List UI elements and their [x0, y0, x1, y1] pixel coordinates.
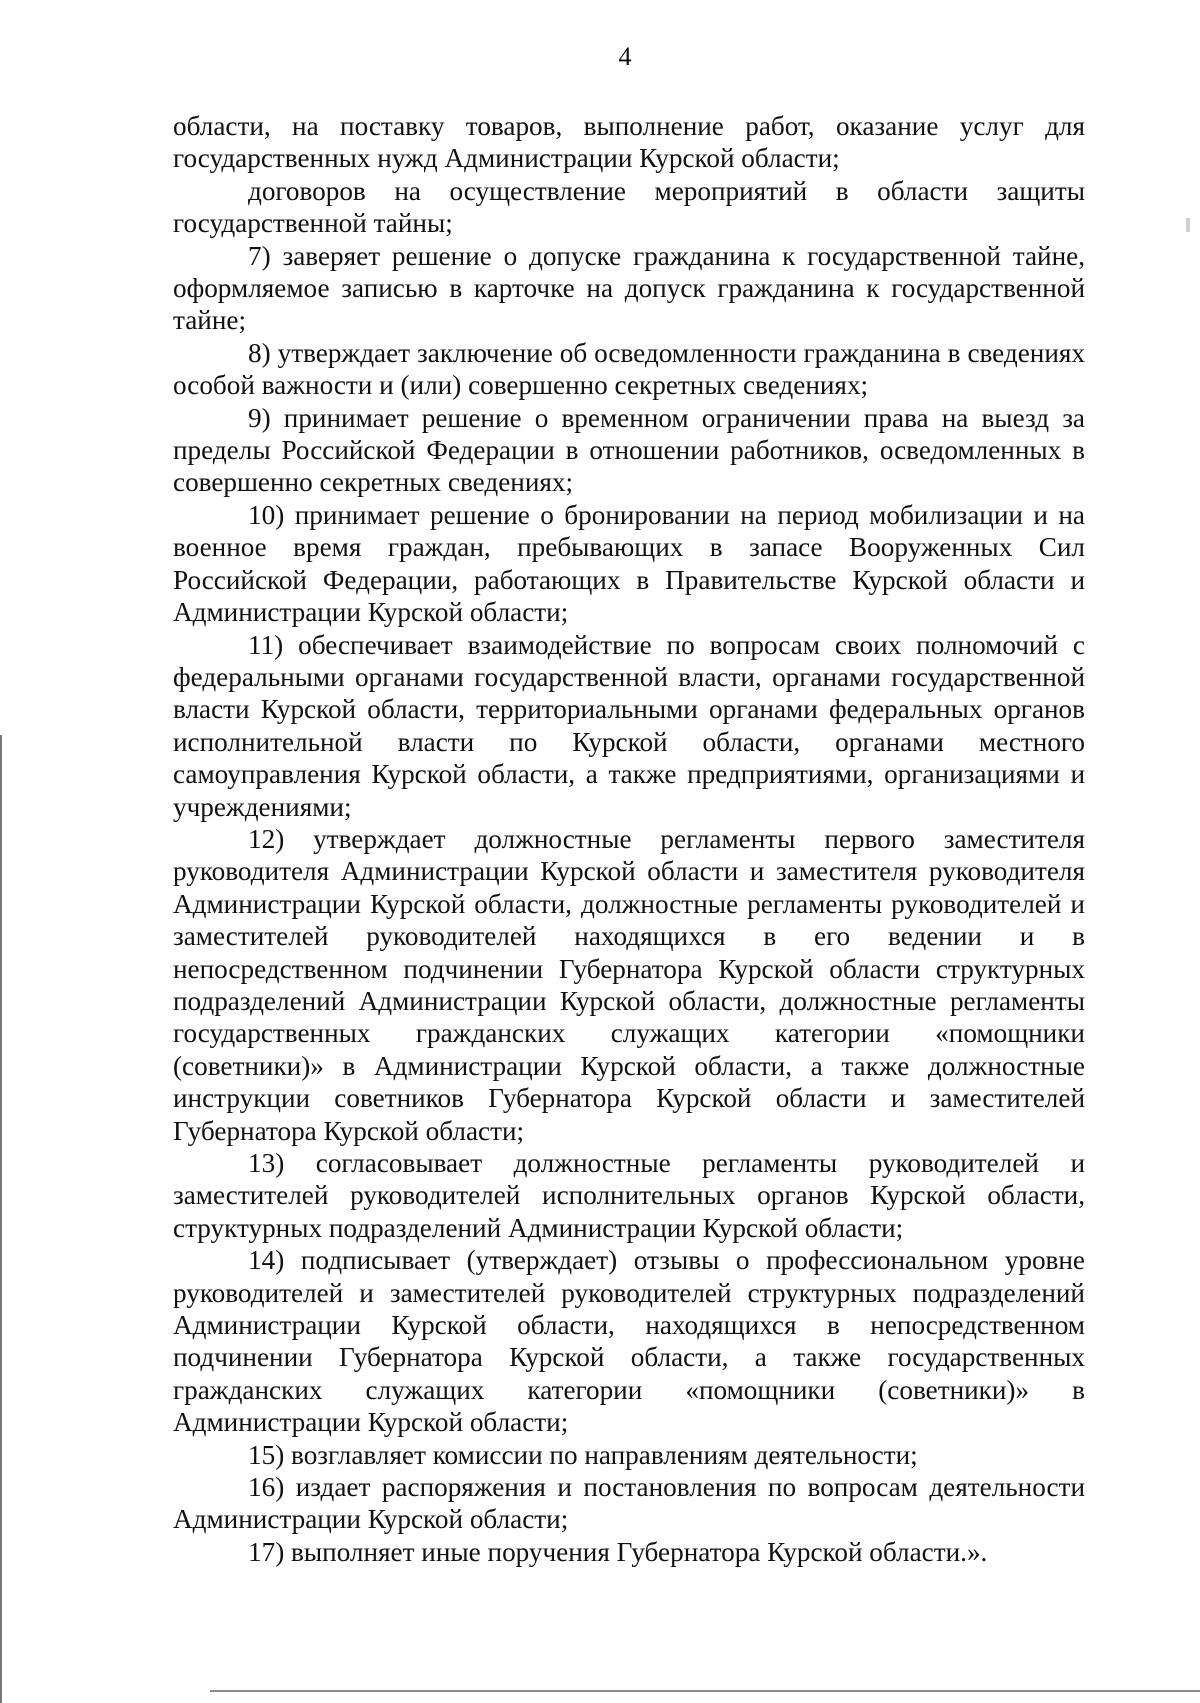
paragraph-item-13: 13) согласовывает должностные регламенты руководителей и заместителей руководителей исполнительных органов Курской области, структурных подразделений Администрации Курской области; — [173, 1148, 1085, 1243]
paragraph-item-16: 16) издает распоряжения и постановления по вопросам деятельности Администрации Курской области; — [173, 1472, 1085, 1535]
paragraph-item-10: 10) принимает решение о бронировании на период мобилизации и на военное время граждан, пребывающих в запасе Вооруженных Сил Российской Федерации, работающих в Правительстве Курской области и Администрации Курской области; — [173, 499, 1085, 628]
paragraph-state-secret-contracts: договоров на осуществление мероприятий в области защиты государственной тайны; — [173, 175, 1085, 239]
scan-left-edge — [0, 735, 2, 1703]
scan-margin-mark — [1186, 218, 1190, 232]
paragraph-item-9: 9) принимает решение о временном ограничении права на выезд за пределы Российской Федерации в отношении работников, осведомленных в совершенно секретных сведениях; — [173, 402, 1085, 498]
paragraph-item-8: 8) утверждает заключение об осведомленности гражданина в сведениях особой важности и (или) совершенно секретных сведениях; — [173, 337, 1085, 401]
page-number: 4 — [618, 42, 632, 71]
paragraph-continuation: области, на поставку товаров, выполнение работ, оказание услуг для государственных нужд Администрации Курской области; — [173, 111, 1085, 174]
paragraph-item-11: 11) обеспечивает взаимодействие по вопросам своих полномочий с федеральными органами государственной власти, органами государственной власти Курской области, территориальными органами федеральных органов исполнительной власти по Курской области, органами местного самоуправления Курской области, а также предприятиями, организациями и учреждениями; — [173, 629, 1085, 822]
paragraph-item-7: 7) заверяет решение о допуске гражданина к государственной тайне, оформляемое записью в карточке на допуск гражданина к государственной тайне; — [173, 240, 1085, 336]
scan-bottom-edge — [210, 1690, 1200, 1692]
paragraph-item-12: 12) утверждает должностные регламенты первого заместителя руководителя Администрации Курской области и заместителя руководителя Администрации Курской области, должностные регламенты руководителей и заместителей руководителей находящихся в его ведении и в непосредственном подчинении Губернатора Курской области структурных подразделений Администрации Курской области, должностные регламенты государственных гражданских служащих категории «помощники (советники)» в Администрации Курской области, а также должностные инструкции советников Губернатора Курской области и заместителей Губернатора Курской области; — [173, 823, 1085, 1146]
paragraph-item-17: 17) выполняет иные поручения Губернатора Курской области.». — [248, 1536, 988, 1567]
paragraph-item-14: 14) подписывает (утверждает) отзывы о профессиональном уровне руководителей и заместителей руководителей структурных подразделений Администрации Курской области, находящихся в непосредственном подчинении Губернатора Курской области, а также государственных гражданских служащих категории «помощники (советники)» в Администрации Курской области; — [173, 1245, 1085, 1438]
document-body — [173, 110, 1085, 1568]
paragraph-item-15: 15) возглавляет комиссии по направлениям деятельности; — [248, 1439, 918, 1470]
